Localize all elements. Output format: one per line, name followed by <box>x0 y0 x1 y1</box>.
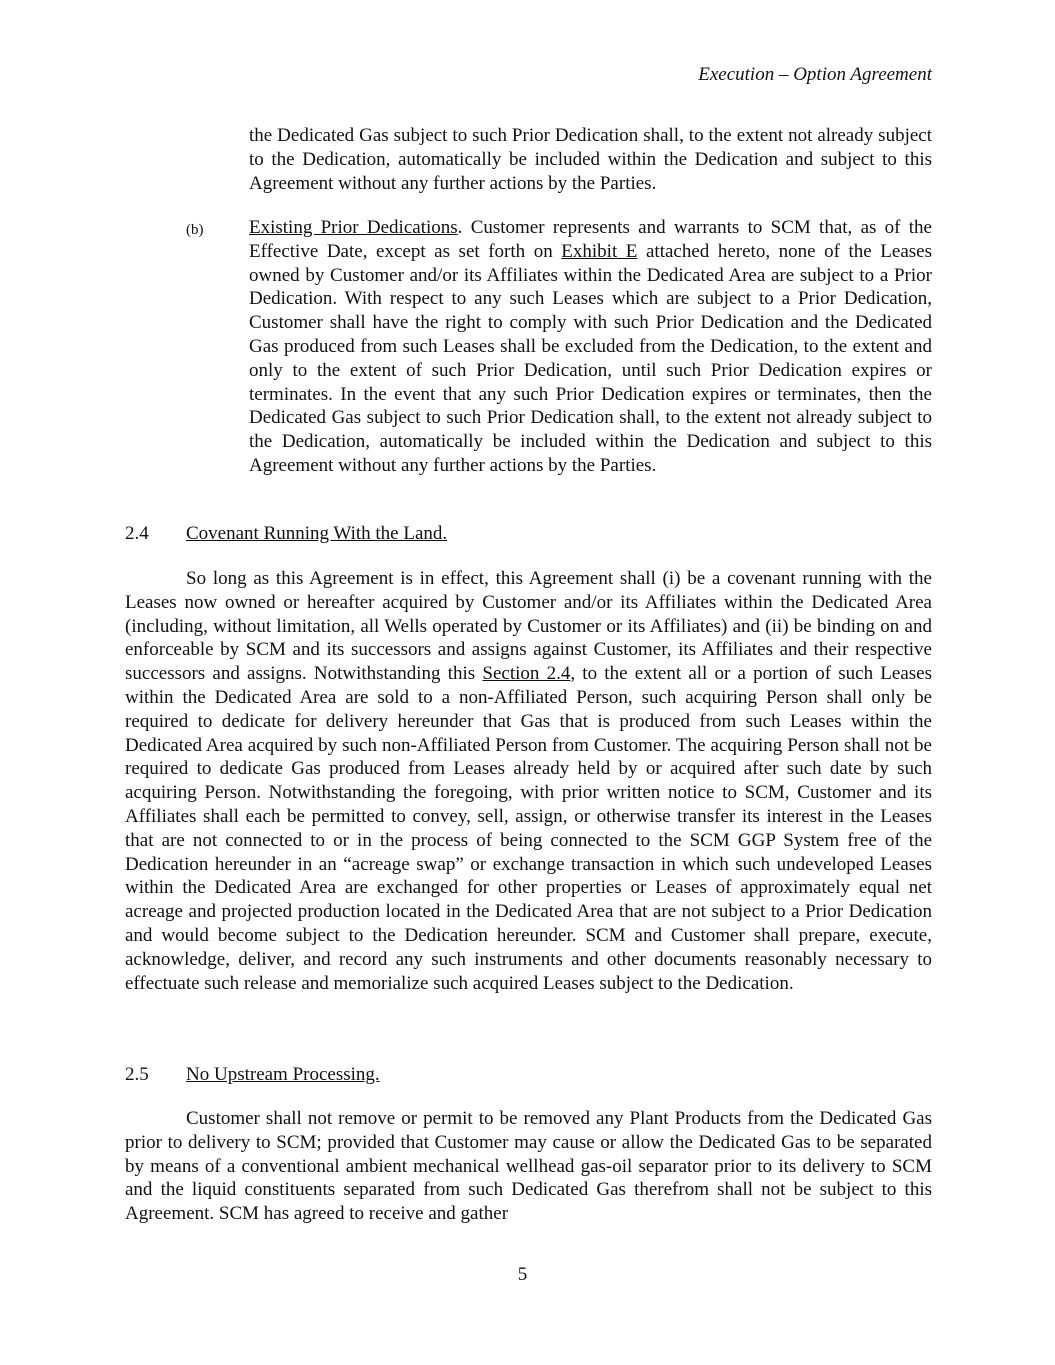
section-2-5-title: No Upstream Processing. <box>186 1064 380 1085</box>
section-2-5-paragraph: Customer shall not remove or permit to be removed any Plant Products from the Dedicated Gas prior to delivery to SCM; provided that Customer may cause or allow the Dedicated Gas to be separated by means of a conventional ambient mechanical wellhead gas-oil separator prior to its delivery to SCM and the liquid constituents separated from such Dedicated Gas therefrom shall not be subject to this Agreement. SCM has agreed to receive and gather <box>125 1108 932 1225</box>
page-number: 5 <box>517 1264 528 1285</box>
item-b-marker: (b) <box>186 222 204 238</box>
section-2-4-text-2: , to the extent all or a portion of such Leases within the Dedicated Area are sold to a non-Affiliated Person, such acquiring Person shall only be required to dedicate for delivery hereunder that Gas that is produced from such Leases within the Dedicated Area acquired by such non-Affiliated Person from Customer. The acquiring Person shall not be required to dedicate Gas produced from Leases already held by or acquired after such date by such acquiring Person. Notwithstanding the foregoing, with prior written notice to SCM, Customer and its Affiliates shall each be permitted to convey, sell, assign, or otherwise transfer its interest in the Leases that are not connected to or in the process of being connected to the SCM GGP System free of the Dedication hereunder in an “acreage swap” or exchange transaction in which such undeveloped Leases within the Dedicated Area are exchanged for other properties or Leases of approximately equal net acreage and projected production located in the Dedicated Area that are not subject to a Prior Dedication and would become subject to the Dedication hereunder. SCM and Customer shall prepare, execute, acknowledge, deliver, and record any such instruments and other documents reasonably necessary to effectuate such release and memorialize such acquired Leases subject to the Dedication. <box>125 663 932 994</box>
section-2-4-reference: Section 2.4 <box>482 663 571 685</box>
exhibit-e-reference: Exhibit E <box>561 240 638 262</box>
section-2-5-heading <box>125 1063 380 1087</box>
section-2-4-number: 2.4 <box>125 523 149 544</box>
running-header: Execution – Option Agreement <box>698 64 932 85</box>
item-b-title: Existing Prior Dedications <box>249 217 458 238</box>
section-2-4-heading <box>125 522 447 546</box>
section-2-4-text-1: So long as this Agreement is in effect, this Agreement shall (i) be a covenant running with the Leases now owned or hereafter acquired by Customer and/or its Affiliates within the Dedicated Area (including, without limitation, all Wells operated by Customer or its Affiliates) and (ii) be binding on and enforceable by SCM and its successors and assigns against Customer, its Affiliates and their respective successors and assigns. Notwithstanding this <box>125 568 932 685</box>
item-b-paragraph <box>249 216 932 478</box>
section-2-4-title: Covenant Running With the Land. <box>186 523 448 544</box>
item-b-text-1: . Customer represents and warrants to SCM that, as of the Effective Date, except as set forth on <box>249 217 932 262</box>
section-2-4-paragraph <box>125 567 932 995</box>
item-b-text-2: attached hereto, none of the Leases owned by Customer and/or its Affiliates within the Dedicated Area are subject to a Prior Dedication. With respect to any such Leases which are subject to a Prior Dedication, Customer shall have the right to comply with such Prior Dedication and the Dedicated Gas produced from such Leases shall be excluded from the Dedication, to the extent and only to the extent of such Prior Dedication, until such Prior Dedication expires or terminates. In the event that any such Prior Dedication expires or terminates, then the Dedicated Gas subject to such Prior Dedication shall, to the extent not already subject to the Dedication, automatically be included within the Dedication and subject to this Agreement without any further actions by the Parties. <box>249 240 932 476</box>
section-2-5-number: 2.5 <box>125 1064 149 1085</box>
continuation-paragraph: the Dedicated Gas subject to such Prior Dedication shall, to the extent not already subject to the Dedication, automatically be included within the Dedication and subject to this Agreement without any further actions by the Parties. <box>249 125 932 194</box>
